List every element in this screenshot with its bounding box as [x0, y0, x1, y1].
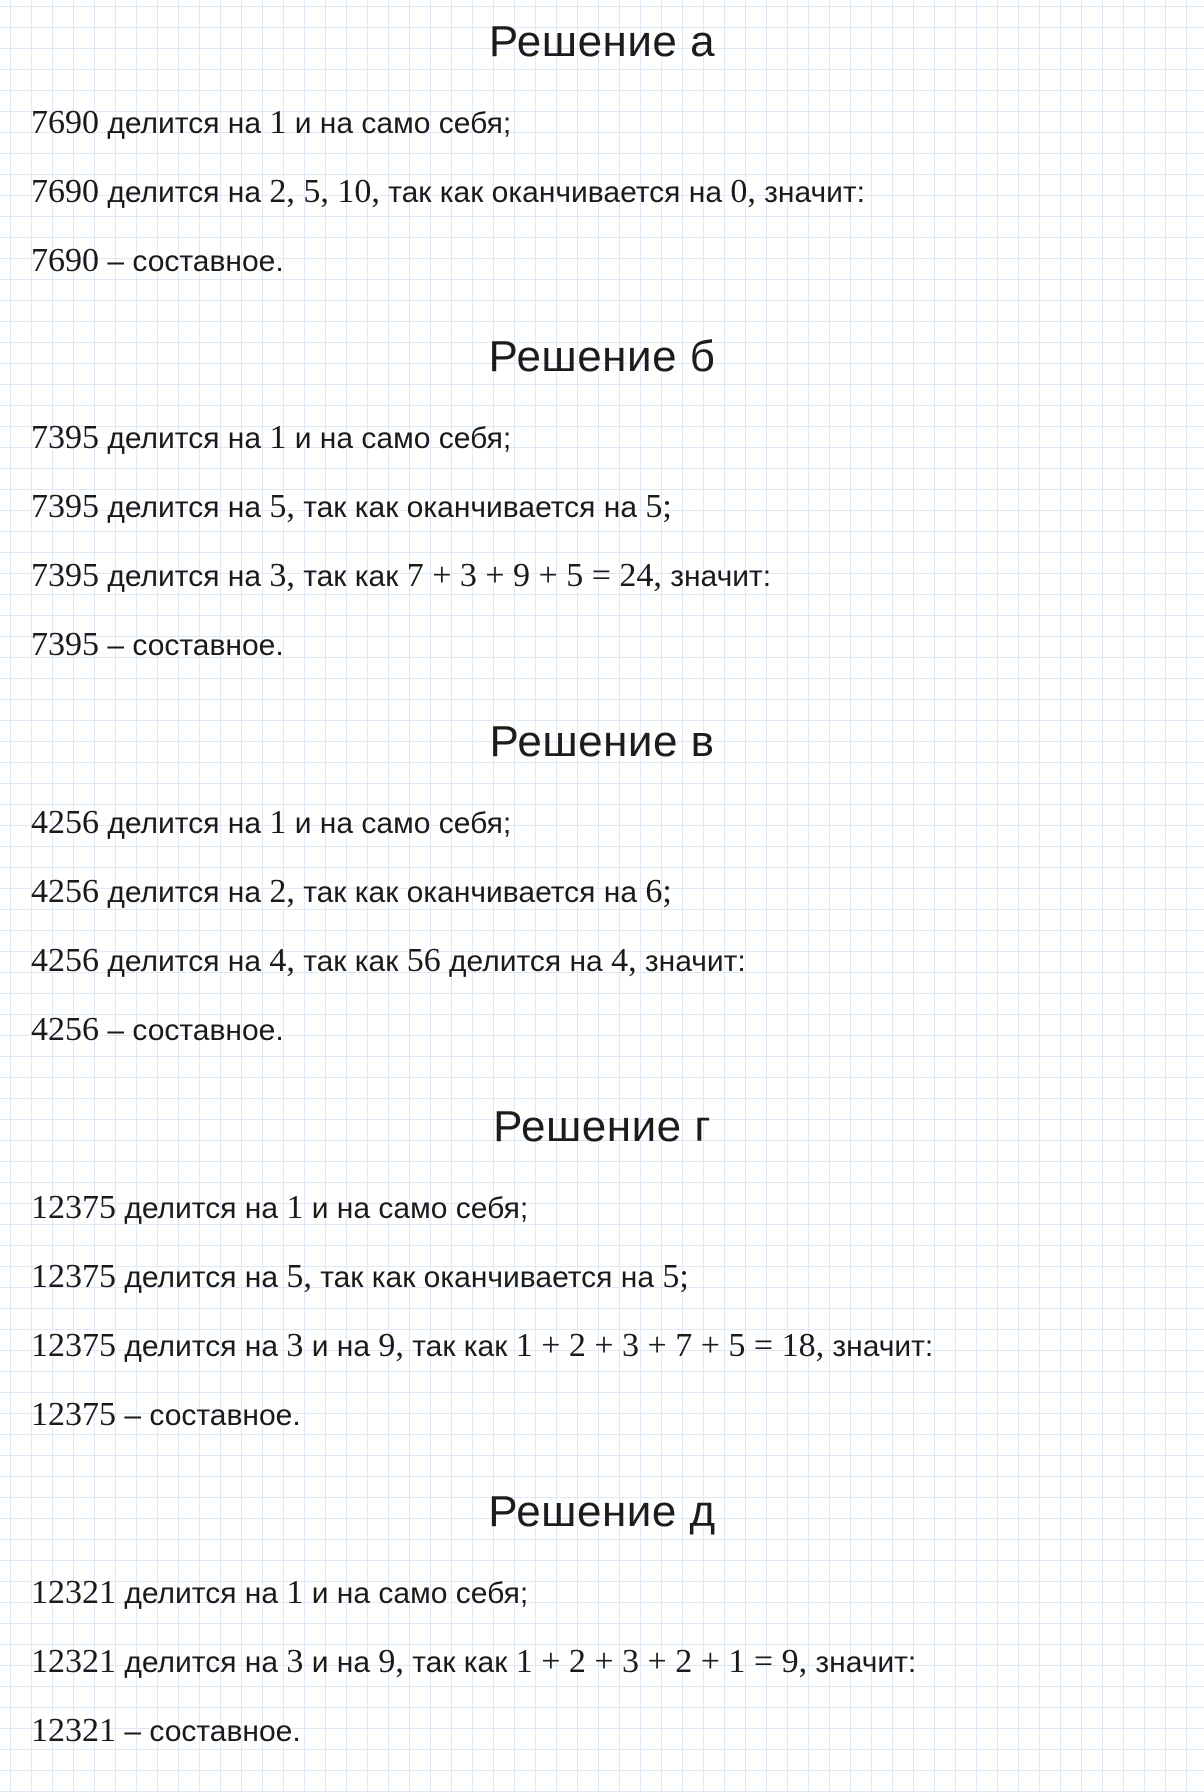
line-text: делится на [99, 176, 270, 209]
solution-line [31, 1640, 916, 1685]
math-expression: 0, [730, 173, 756, 210]
math-expression: 12375 [31, 1396, 116, 1433]
math-expression: 12375 [31, 1258, 116, 1295]
math-expression: 2, 5, 10, [269, 173, 380, 210]
math-expression: 5, [286, 1258, 312, 1295]
math-expression: 12321 [31, 1712, 116, 1749]
line-text: значит: [661, 560, 772, 593]
line-text: – составное. [99, 629, 284, 662]
math-expression: 7690 [31, 104, 99, 141]
math-expression: 7 + 3 + 9 + 5 = 24, [406, 557, 662, 594]
section-heading: Решение г [493, 1102, 711, 1151]
line-text: и на [303, 1646, 379, 1679]
math-expression: 1 [269, 804, 287, 841]
math-expression: 6; [645, 873, 672, 910]
line-text: так как [294, 560, 407, 593]
math-expression: 7395 [31, 419, 99, 456]
math-expression: 1 [269, 419, 287, 456]
line-text: и на само себя; [303, 1192, 529, 1225]
line-text: и на само себя; [286, 422, 512, 455]
line-text: – составное. [116, 1715, 301, 1748]
solution-line [31, 623, 284, 668]
line-text: значит: [636, 945, 746, 978]
math-expression: 4256 [31, 873, 99, 910]
solution-line [31, 554, 771, 599]
math-expression: 12321 [31, 1574, 116, 1611]
math-expression: 12375 [31, 1327, 116, 1364]
line-text: и на [303, 1330, 379, 1363]
math-expression: 7395 [31, 626, 99, 663]
line-text: делится на [116, 1261, 287, 1294]
section-heading: Решение а [488, 17, 716, 66]
line-text: делится на [99, 107, 270, 140]
line-text: так как оканчивается на [294, 876, 646, 909]
math-expression: 7690 [31, 242, 99, 279]
line-text: значит: [755, 176, 865, 209]
solution-line [31, 416, 511, 461]
math-expression: 5; [645, 488, 672, 525]
solution-line [31, 801, 511, 846]
line-text: делится на [99, 945, 270, 978]
line-text: делится на [116, 1192, 287, 1225]
solution-line [31, 239, 284, 284]
math-expression: 4256 [31, 804, 99, 841]
line-text: делится на [99, 807, 270, 840]
math-expression: 4, [611, 942, 637, 979]
line-text: так как оканчивается на [311, 1261, 663, 1294]
math-expression: 9, [378, 1327, 404, 1364]
math-expression: 5, [269, 488, 295, 525]
line-text: и на само себя; [303, 1577, 529, 1610]
solution-line [31, 939, 746, 984]
math-expression: 1 [286, 1189, 304, 1226]
math-expression: 4, [269, 942, 295, 979]
math-expression: 1 [269, 104, 287, 141]
section-heading: Решение в [489, 717, 715, 766]
line-text: так как оканчивается на [294, 491, 646, 524]
line-text: – составное. [116, 1399, 301, 1432]
line-text: значит: [824, 1330, 934, 1363]
line-text: делится на [116, 1330, 287, 1363]
line-text: делится на [440, 945, 612, 978]
solution-line [31, 1186, 528, 1231]
math-expression: 12321 [31, 1643, 116, 1680]
line-text: так как [294, 945, 407, 978]
math-expression: 3 [286, 1327, 304, 1364]
line-text: делится на [116, 1646, 287, 1679]
line-text: делится на [99, 491, 270, 524]
math-expression: 56 [406, 942, 441, 979]
solution-line [31, 485, 672, 530]
math-expression: 1 [286, 1574, 304, 1611]
solution-line [31, 1571, 528, 1616]
line-text: – составное. [99, 1014, 284, 1047]
solution-line [31, 1255, 689, 1300]
line-text: делится на [99, 560, 270, 593]
line-text: так как [403, 1646, 516, 1679]
solution-line [31, 170, 865, 215]
line-text: делится на [116, 1577, 287, 1610]
solution-line [31, 1709, 301, 1754]
line-text: и на само себя; [286, 107, 512, 140]
section-heading: Решение б [488, 332, 716, 381]
line-text: – составное. [99, 245, 284, 278]
math-expression: 4256 [31, 1011, 99, 1048]
math-expression: 9, [378, 1643, 404, 1680]
math-expression: 3 [286, 1643, 304, 1680]
math-expression: 7395 [31, 488, 99, 525]
solution-line [31, 1393, 301, 1438]
math-expression: 12375 [31, 1189, 116, 1226]
math-expression: 2, [269, 873, 295, 910]
math-expression: 1 + 2 + 3 + 7 + 5 = 18, [515, 1327, 825, 1364]
math-expression: 7395 [31, 557, 99, 594]
math-expression: 5; [662, 1258, 689, 1295]
line-text: так как оканчивается на [379, 176, 731, 209]
section-heading: Решение д [488, 1487, 716, 1536]
solution-line [31, 1008, 284, 1053]
line-text: делится на [99, 876, 270, 909]
math-expression: 3, [269, 557, 295, 594]
line-text: значит: [807, 1646, 917, 1679]
solution-line [31, 101, 511, 146]
solution-line [31, 870, 672, 915]
line-text: делится на [99, 422, 270, 455]
math-expression: 4256 [31, 942, 99, 979]
math-expression: 1 + 2 + 3 + 2 + 1 = 9, [515, 1643, 808, 1680]
line-text: так как [403, 1330, 516, 1363]
line-text: и на само себя; [286, 807, 512, 840]
solution-line [31, 1324, 933, 1369]
math-expression: 7690 [31, 173, 99, 210]
